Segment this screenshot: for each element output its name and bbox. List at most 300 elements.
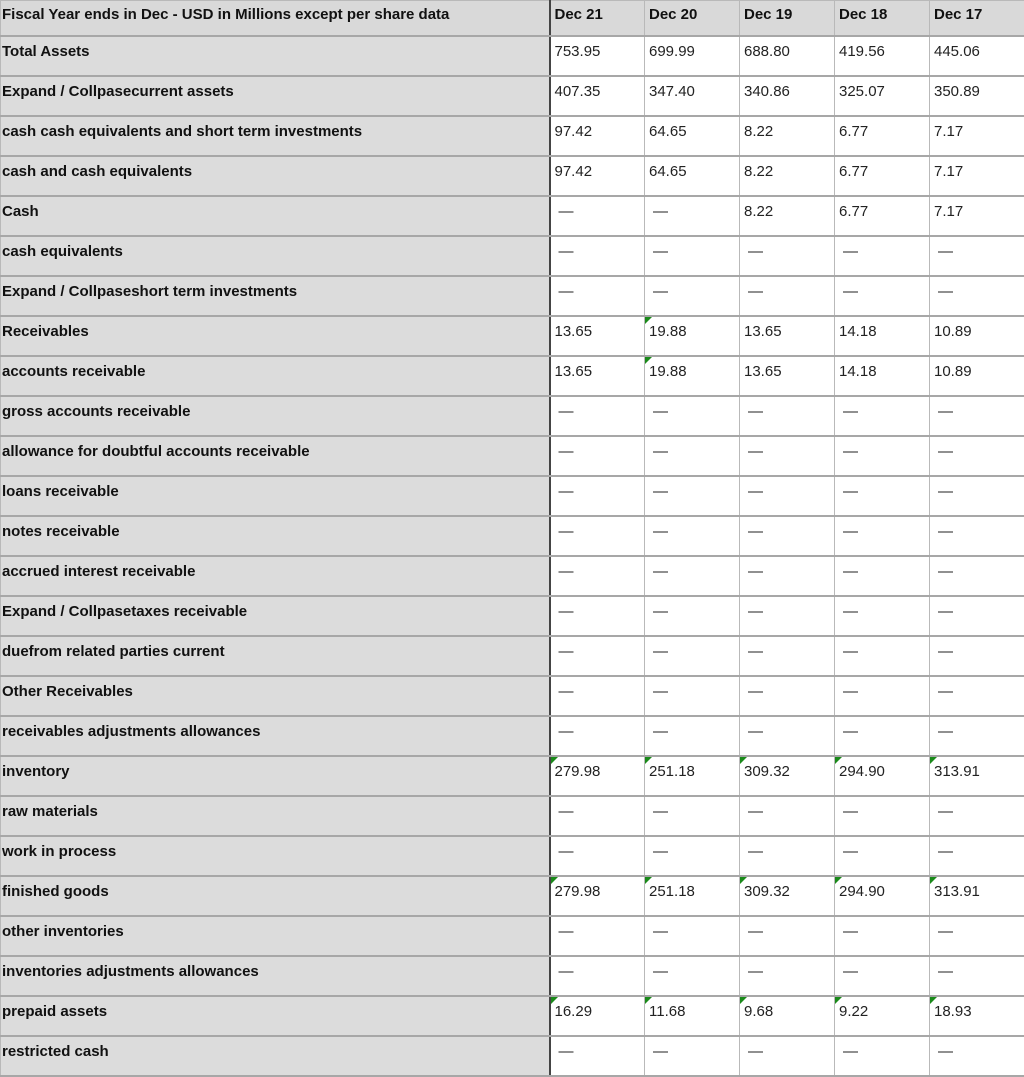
value-cell[interactable]	[930, 1036, 1024, 1076]
row-label[interactable]: Total Assets	[1, 36, 550, 76]
value-cell[interactable]	[930, 276, 1024, 316]
value-cell[interactable]	[740, 956, 835, 996]
table-row	[1, 516, 1024, 556]
value-cell[interactable]	[835, 796, 930, 836]
column-header-dec-20[interactable]: Dec 20	[645, 1, 740, 37]
value-cell[interactable]	[930, 156, 1024, 196]
value-cell[interactable]	[930, 676, 1024, 716]
value-cell[interactable]	[835, 316, 930, 356]
value-cell[interactable]	[835, 436, 930, 476]
cell-value: —	[843, 603, 858, 620]
value-cell[interactable]	[645, 356, 740, 396]
table-row	[1, 956, 1024, 996]
value-cell[interactable]	[930, 716, 1024, 756]
table-row	[1, 36, 1024, 76]
cell-value: —	[843, 803, 858, 820]
cell-value: —	[938, 563, 953, 580]
cell-value: 294.90	[839, 883, 885, 900]
row-label[interactable]: cash equivalents	[1, 236, 550, 276]
row-label[interactable]: receivables adjustments allowances	[1, 716, 550, 756]
value-cell[interactable]	[835, 36, 930, 76]
row-label[interactable]: cash cash equivalents and short term investments	[1, 116, 550, 156]
cell-value: —	[938, 843, 953, 860]
table-row	[1, 596, 1024, 636]
value-cell[interactable]	[835, 76, 930, 116]
column-header-dec-18[interactable]: Dec 18	[835, 1, 930, 37]
value-cell[interactable]	[930, 836, 1024, 876]
value-cell[interactable]	[645, 836, 740, 876]
cell-value: 313.91	[934, 883, 980, 900]
cell-value: —	[748, 243, 763, 260]
value-cell[interactable]	[645, 196, 740, 236]
value-cell[interactable]	[550, 436, 645, 476]
value-cell[interactable]	[645, 956, 740, 996]
comment-flag-icon	[740, 877, 747, 884]
cell-value: —	[653, 723, 668, 740]
value-cell[interactable]	[835, 596, 930, 636]
value-cell[interactable]	[835, 356, 930, 396]
comment-flag-icon	[645, 317, 652, 324]
cell-value: —	[843, 563, 858, 580]
value-cell[interactable]	[835, 196, 930, 236]
value-cell[interactable]	[835, 836, 930, 876]
value-cell[interactable]	[740, 916, 835, 956]
comment-flag-icon	[645, 877, 652, 884]
cell-value: 294.90	[839, 763, 885, 780]
cell-value: —	[653, 803, 668, 820]
value-cell[interactable]	[645, 396, 740, 436]
value-cell[interactable]	[835, 956, 930, 996]
cell-value: 251.18	[649, 883, 695, 900]
table-row	[1, 796, 1024, 836]
row-label[interactable]: inventories adjustments allowances	[1, 956, 550, 996]
row-label[interactable]: gross accounts receivable	[1, 396, 550, 436]
cell-value: 309.32	[744, 763, 790, 780]
cell-value: —	[748, 963, 763, 980]
cell-value: —	[653, 203, 668, 220]
value-cell[interactable]	[930, 316, 1024, 356]
cell-value: 97.42	[555, 163, 593, 180]
cell-value: 13.65	[555, 323, 593, 340]
value-cell[interactable]	[740, 476, 835, 516]
table-row	[1, 676, 1024, 716]
value-cell[interactable]	[930, 76, 1024, 116]
table-row	[1, 396, 1024, 436]
value-cell[interactable]	[645, 676, 740, 716]
value-cell[interactable]	[645, 276, 740, 316]
cell-value: —	[559, 603, 574, 620]
cell-value: —	[938, 803, 953, 820]
value-cell[interactable]	[930, 36, 1024, 76]
value-cell[interactable]	[740, 676, 835, 716]
value-cell[interactable]	[645, 796, 740, 836]
row-label[interactable]: work in process	[1, 836, 550, 876]
value-cell[interactable]	[835, 396, 930, 436]
value-cell[interactable]	[550, 356, 645, 396]
cell-value: —	[559, 483, 574, 500]
row-label[interactable]: inventory	[1, 756, 550, 796]
cell-value: —	[938, 483, 953, 500]
cell-value: —	[748, 723, 763, 740]
value-cell[interactable]	[740, 396, 835, 436]
value-cell[interactable]	[835, 1036, 930, 1076]
row-label[interactable]: restricted cash	[1, 1036, 550, 1076]
value-cell[interactable]	[740, 516, 835, 556]
value-cell[interactable]	[740, 76, 835, 116]
cell-value: —	[653, 683, 668, 700]
cell-value: 18.93	[934, 1003, 972, 1020]
value-cell[interactable]	[930, 556, 1024, 596]
value-cell[interactable]	[930, 236, 1024, 276]
value-cell[interactable]	[550, 236, 645, 276]
value-cell[interactable]	[550, 316, 645, 356]
column-header-dec-17[interactable]: Dec 17	[930, 1, 1024, 37]
cell-value: —	[559, 923, 574, 940]
value-cell[interactable]	[740, 796, 835, 836]
cell-value: —	[843, 843, 858, 860]
cell-value: —	[653, 643, 668, 660]
cell-value: 445.06	[934, 43, 980, 60]
value-cell[interactable]	[835, 996, 930, 1036]
cell-value: —	[843, 483, 858, 500]
cell-value: —	[748, 563, 763, 580]
value-cell[interactable]	[550, 556, 645, 596]
value-cell[interactable]	[645, 476, 740, 516]
value-cell[interactable]	[645, 316, 740, 356]
column-header-dec-21[interactable]: Dec 21	[550, 1, 645, 37]
row-label[interactable]: Expand / Collpaseshort term investments	[1, 276, 550, 316]
table-row	[1, 476, 1024, 516]
row-label[interactable]: Other Receivables	[1, 676, 550, 716]
cell-value: —	[559, 843, 574, 860]
table-row	[1, 916, 1024, 956]
cell-value: 688.80	[744, 43, 790, 60]
comment-flag-icon	[835, 757, 842, 764]
value-cell[interactable]	[550, 796, 645, 836]
value-cell[interactable]	[740, 316, 835, 356]
row-label[interactable]: prepaid assets	[1, 996, 550, 1036]
cell-value: —	[843, 683, 858, 700]
value-cell[interactable]	[835, 116, 930, 156]
row-label[interactable]: allowance for doubtful accounts receivable	[1, 436, 550, 476]
comment-flag-icon	[645, 757, 652, 764]
value-cell[interactable]	[835, 636, 930, 676]
cell-value: 6.77	[839, 163, 868, 180]
cell-value: —	[653, 1043, 668, 1060]
cell-value: —	[938, 923, 953, 940]
value-cell[interactable]	[645, 156, 740, 196]
value-cell[interactable]	[550, 916, 645, 956]
table-row	[1, 436, 1024, 476]
row-label[interactable]: duefrom related parties current	[1, 636, 550, 676]
value-cell[interactable]	[740, 1036, 835, 1076]
cell-value: —	[843, 963, 858, 980]
value-cell[interactable]	[645, 996, 740, 1036]
value-cell[interactable]	[740, 756, 835, 796]
value-cell[interactable]	[645, 36, 740, 76]
value-cell[interactable]	[645, 516, 740, 556]
row-label[interactable]: raw materials	[1, 796, 550, 836]
row-label[interactable]: cash and cash equivalents	[1, 156, 550, 196]
cell-value: —	[748, 283, 763, 300]
comment-flag-icon	[835, 877, 842, 884]
cell-value: 64.65	[649, 123, 687, 140]
cell-value: 325.07	[839, 83, 885, 100]
cell-value: —	[748, 843, 763, 860]
value-cell[interactable]	[550, 476, 645, 516]
value-cell[interactable]	[930, 476, 1024, 516]
cell-value: —	[938, 403, 953, 420]
cell-value: 9.22	[839, 1003, 868, 1020]
value-cell[interactable]	[930, 356, 1024, 396]
cell-value: —	[938, 723, 953, 740]
value-cell[interactable]	[740, 716, 835, 756]
cell-value: 14.18	[839, 363, 877, 380]
cell-value: —	[748, 923, 763, 940]
value-cell[interactable]	[550, 676, 645, 716]
header-label: Fiscal Year ends in Dec - USD in Millions except per share data	[1, 1, 550, 37]
value-cell[interactable]	[550, 76, 645, 116]
cell-value: —	[559, 443, 574, 460]
cell-value: —	[559, 643, 574, 660]
cell-value: —	[653, 483, 668, 500]
comment-flag-icon	[930, 997, 937, 1004]
value-cell[interactable]	[550, 716, 645, 756]
value-cell[interactable]	[930, 756, 1024, 796]
comment-flag-icon	[645, 997, 652, 1004]
table-body	[1, 36, 1024, 1076]
table-row	[1, 316, 1024, 356]
value-cell[interactable]	[740, 196, 835, 236]
cell-value: —	[938, 1043, 953, 1060]
value-cell[interactable]	[645, 556, 740, 596]
value-cell[interactable]	[645, 76, 740, 116]
value-cell[interactable]	[550, 276, 645, 316]
value-cell[interactable]	[550, 396, 645, 436]
value-cell[interactable]	[930, 196, 1024, 236]
row-label[interactable]: finished goods	[1, 876, 550, 916]
value-cell[interactable]	[835, 156, 930, 196]
value-cell[interactable]	[550, 836, 645, 876]
cell-value: 753.95	[555, 43, 601, 60]
value-cell[interactable]	[835, 556, 930, 596]
row-label[interactable]: Cash	[1, 196, 550, 236]
value-cell[interactable]	[740, 436, 835, 476]
value-cell[interactable]	[740, 556, 835, 596]
cell-value: —	[843, 643, 858, 660]
cell-value: 64.65	[649, 163, 687, 180]
value-cell[interactable]	[645, 916, 740, 956]
cell-value: 6.77	[839, 123, 868, 140]
column-header-dec-19[interactable]: Dec 19	[740, 1, 835, 37]
comment-flag-icon	[551, 877, 558, 884]
cell-value: —	[938, 643, 953, 660]
cell-value: —	[559, 723, 574, 740]
value-cell[interactable]	[550, 596, 645, 636]
value-cell[interactable]	[835, 876, 930, 916]
cell-value: 10.89	[934, 363, 972, 380]
row-label[interactable]: notes receivable	[1, 516, 550, 556]
table-row	[1, 276, 1024, 316]
value-cell[interactable]	[930, 436, 1024, 476]
value-cell[interactable]	[835, 756, 930, 796]
cell-value: 7.17	[934, 123, 963, 140]
cell-value: —	[938, 283, 953, 300]
cell-value: —	[843, 443, 858, 460]
value-cell[interactable]	[835, 236, 930, 276]
value-cell[interactable]	[645, 596, 740, 636]
cell-value: 6.77	[839, 203, 868, 220]
value-cell[interactable]	[645, 876, 740, 916]
cell-value: 340.86	[744, 83, 790, 100]
value-cell[interactable]	[550, 36, 645, 76]
cell-value: 97.42	[555, 123, 593, 140]
cell-value: —	[843, 403, 858, 420]
table-row	[1, 636, 1024, 676]
value-cell[interactable]	[930, 996, 1024, 1036]
row-label[interactable]: Expand / Collpasecurrent assets	[1, 76, 550, 116]
table-row	[1, 156, 1024, 196]
row-label[interactable]: accounts receivable	[1, 356, 550, 396]
value-cell[interactable]	[550, 956, 645, 996]
cell-value: —	[938, 683, 953, 700]
comment-flag-icon	[740, 997, 747, 1004]
cell-value: —	[559, 963, 574, 980]
value-cell[interactable]	[835, 516, 930, 556]
value-cell[interactable]	[550, 156, 645, 196]
cell-value: —	[653, 923, 668, 940]
table-row	[1, 836, 1024, 876]
cell-value: 13.65	[555, 363, 593, 380]
cell-value: —	[748, 1043, 763, 1060]
cell-value: —	[559, 803, 574, 820]
value-cell[interactable]	[740, 156, 835, 196]
cell-value: —	[938, 523, 953, 540]
value-cell[interactable]	[740, 836, 835, 876]
value-cell[interactable]	[740, 596, 835, 636]
value-cell[interactable]	[550, 636, 645, 676]
value-cell[interactable]	[930, 516, 1024, 556]
value-cell[interactable]	[550, 876, 645, 916]
value-cell[interactable]	[835, 916, 930, 956]
value-cell[interactable]	[930, 916, 1024, 956]
row-label[interactable]: Expand / Collpasetaxes receivable	[1, 596, 550, 636]
value-cell[interactable]	[835, 276, 930, 316]
row-label[interactable]: accrued interest receivable	[1, 556, 550, 596]
value-cell[interactable]	[550, 1036, 645, 1076]
value-cell[interactable]	[740, 636, 835, 676]
table-row	[1, 556, 1024, 596]
value-cell[interactable]	[740, 236, 835, 276]
value-cell[interactable]	[930, 116, 1024, 156]
cell-value: —	[748, 523, 763, 540]
value-cell[interactable]	[930, 596, 1024, 636]
cell-value: 699.99	[649, 43, 695, 60]
value-cell[interactable]	[740, 876, 835, 916]
table-row	[1, 716, 1024, 756]
value-cell[interactable]	[835, 476, 930, 516]
cell-value: —	[938, 603, 953, 620]
cell-value: 11.68	[649, 1003, 685, 1020]
value-cell[interactable]	[740, 356, 835, 396]
value-cell[interactable]	[930, 396, 1024, 436]
value-cell[interactable]	[740, 996, 835, 1036]
cell-value: —	[653, 403, 668, 420]
comment-flag-icon	[645, 357, 652, 364]
cell-value: —	[748, 803, 763, 820]
cell-value: 9.68	[744, 1003, 773, 1020]
cell-value: —	[653, 243, 668, 260]
value-cell[interactable]	[645, 716, 740, 756]
cell-value: 19.88	[649, 363, 687, 380]
cell-value: 279.98	[555, 763, 601, 780]
row-label[interactable]: Receivables	[1, 316, 550, 356]
value-cell[interactable]	[740, 36, 835, 76]
value-cell[interactable]	[740, 116, 835, 156]
cell-value: 8.22	[744, 163, 773, 180]
table-row	[1, 996, 1024, 1036]
table-row	[1, 236, 1024, 276]
cell-value: 7.17	[934, 203, 963, 220]
cell-value: —	[653, 283, 668, 300]
value-cell[interactable]	[645, 636, 740, 676]
value-cell[interactable]	[930, 876, 1024, 916]
cell-value: 13.65	[744, 323, 782, 340]
cell-value: —	[653, 443, 668, 460]
row-label[interactable]: loans receivable	[1, 476, 550, 516]
cell-value: —	[559, 563, 574, 580]
value-cell[interactable]	[645, 756, 740, 796]
value-cell[interactable]	[550, 116, 645, 156]
cell-value: —	[559, 403, 574, 420]
cell-value: —	[843, 243, 858, 260]
row-label[interactable]: other inventories	[1, 916, 550, 956]
table-row	[1, 756, 1024, 796]
value-cell[interactable]	[645, 116, 740, 156]
table-row	[1, 116, 1024, 156]
value-cell[interactable]	[645, 1036, 740, 1076]
value-cell[interactable]	[550, 516, 645, 556]
comment-flag-icon	[930, 757, 937, 764]
comment-flag-icon	[835, 997, 842, 1004]
cell-value: 8.22	[744, 123, 773, 140]
value-cell[interactable]	[740, 276, 835, 316]
cell-value: —	[559, 523, 574, 540]
value-cell[interactable]	[550, 196, 645, 236]
value-cell[interactable]	[930, 956, 1024, 996]
value-cell[interactable]	[835, 676, 930, 716]
table-row	[1, 356, 1024, 396]
cell-value: 13.65	[744, 363, 782, 380]
value-cell[interactable]	[930, 796, 1024, 836]
value-cell[interactable]	[550, 756, 645, 796]
cell-value: —	[938, 243, 953, 260]
cell-value: 347.40	[649, 83, 695, 100]
value-cell[interactable]	[645, 436, 740, 476]
cell-value: —	[559, 283, 574, 300]
cell-value: —	[748, 483, 763, 500]
cell-value: —	[843, 1043, 858, 1060]
cell-value: —	[559, 243, 574, 260]
cell-value: 419.56	[839, 43, 885, 60]
value-cell[interactable]	[930, 636, 1024, 676]
cell-value: —	[559, 203, 574, 220]
value-cell[interactable]	[645, 236, 740, 276]
cell-value: 10.89	[934, 323, 972, 340]
table-row	[1, 1036, 1024, 1076]
value-cell[interactable]	[550, 996, 645, 1036]
value-cell[interactable]	[835, 716, 930, 756]
